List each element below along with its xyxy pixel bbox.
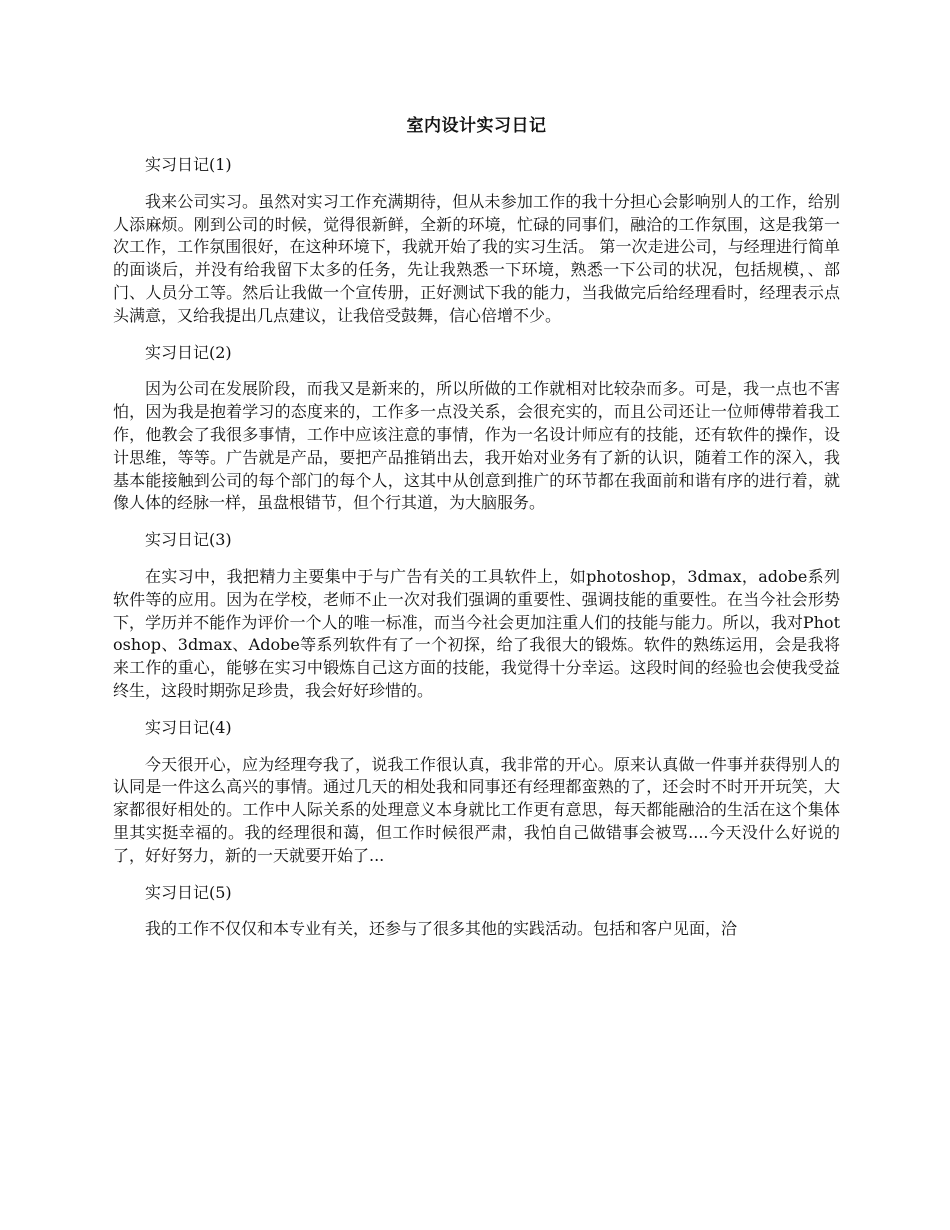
entry-body-4: 今天很开心，应为经理夸我了，说我工作很认真，我非常的开心。原来认真做一件事并获得别人的认同是一件这么高兴的事情。通过几天的相处我和同事还有经理都蛮熟的了，还会时不时开开玩笑，大家都很好相处的。工作中人际关系的处理意义本身就比工作更有意思，每天都能融洽的生活在这个集体里其实挺幸福的。我的经理很和蔼，但工作时候很严肃，我怕自己做错事会被骂....今天没什么好说的了，好好努力，新的一天就要开始了... bbox=[113, 754, 840, 865]
diary-entry-2 bbox=[113, 342, 840, 516]
entry-heading-5: 实习日记(5) bbox=[145, 882, 232, 902]
entry-heading-1: 实习日记(1) bbox=[145, 155, 232, 174]
entry-heading-3: 实习日记(3) bbox=[145, 530, 232, 550]
diary-entry-3 bbox=[113, 529, 840, 703]
entry-heading-2: 实习日记(2) bbox=[145, 342, 232, 362]
entry-body-5: 我的工作不仅仅和本专业有关，还参与了很多其他的实践活动。包括和客户见面，洽 bbox=[145, 919, 738, 939]
diary-entry-4 bbox=[113, 717, 840, 868]
diary-entry-1 bbox=[113, 154, 840, 328]
document-title: 室内设计实习日记 bbox=[406, 116, 547, 136]
diary-entry-5 bbox=[113, 882, 840, 942]
document-page bbox=[113, 112, 840, 955]
entry-body-2: 因为公司在发展阶段，而我又是新来的，所以所做的工作就相对比较杂而多。可是，我一点也不害怕，因为我是抱着学习的态度来的，工作多一点没关系，会很充实的，而且公司还让一位师傅带着我工作，他教会了我很多事情，工作中应该注意的事情，作为一名设计师应有的技能，还有软件的操作，设计思维，等等。广告就是产品，要把产品推销出去，我开始对业务有了新的认识，随着工作的深入，我基本能接触到公司的每个部门的每个人，这其中从创意到推广的环节都在我面前和谐有序的进行着，就像人体的经脉一样，虽盘根错节，但个行其道，为大脑服务。 bbox=[113, 379, 840, 513]
entry-heading-4: 实习日记(4) bbox=[145, 717, 232, 737]
entry-body-3: 在实习中，我把精力主要集中于与广告有关的工具软件上，如photoshop，3dmax，adobe系列软件等的应用。因为在学校，老师不止一次对我们强调的重要性、强调技能的重要性。在当今社会形势下，学历并不能作为评价一个人的唯一标准，而当今社会更加注重人们的技能与能力。所以，我对Photoshop、3dmax、Adobe等系列软件有了一个初探，给了我很大的锻炼。软件的熟练运用，会是我将来工作的重心，能够在实习中锻炼自己这方面的技能，我觉得十分幸运。这段时间的经验也会使我受益终生，这段时期弥足珍贵，我会好好珍惜的。 bbox=[113, 566, 840, 700]
entry-body-1: 我来公司实习。虽然对实习工作充满期待，但从未参加工作的我十分担心会影响别人的工作，给别人添麻烦。刚到公司的时候，觉得很新鲜，全新的环境，忙碌的同事们，融洽的工作氛围，这是我第一次工作，工作氛围很好，在这种环境下，我就开始了我的实习生活。 第一次走进公司，与经理进行简单的面谈后，并没有给我留下太多的任务，先让我熟悉一下环境，熟悉一下公司的状况，包括规模，、部门、人员分工等。然后让我做一个宣传册，正好测试下我的能力，当我做完后给经理看时，经理表示点头满意，又给我提出几点建议，让我倍受鼓舞，信心倍增不少。 bbox=[113, 191, 840, 325]
